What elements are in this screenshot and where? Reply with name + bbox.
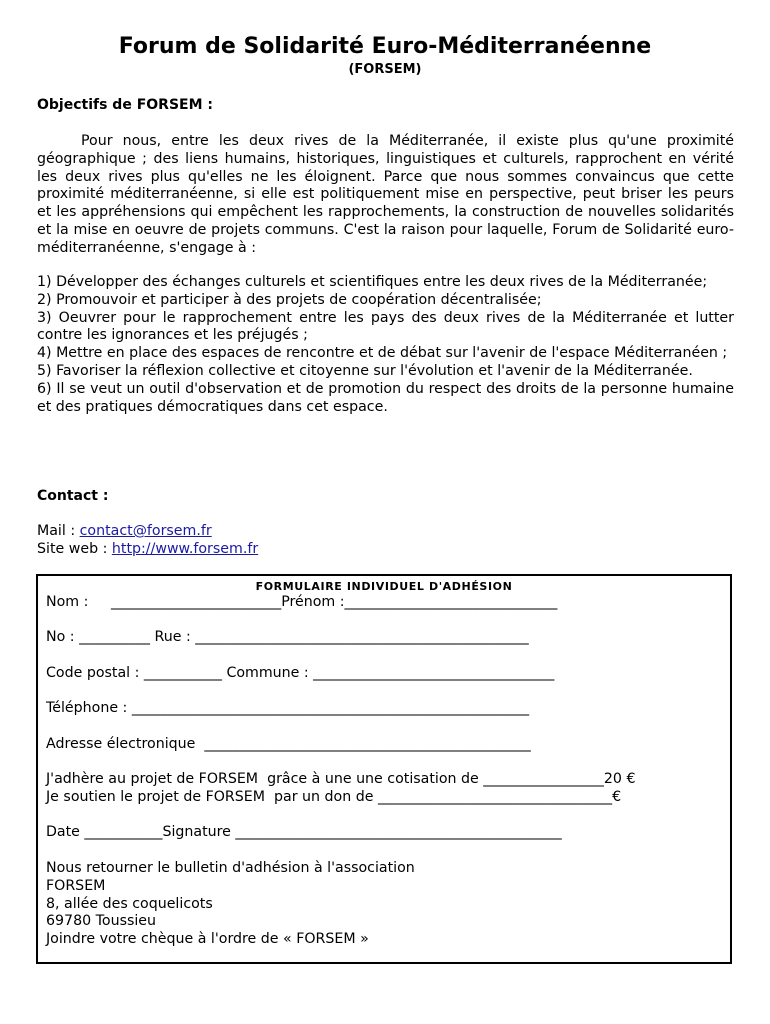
objective-item: 1) Développer des échanges culturels et scientifiques entre les deux rives de la Méditerranée; [37,274,708,290]
page-subtitle: (FORSEM) [348,62,422,77]
objectives-intro [37,133,734,258]
objective-item: 2) Promouvoir et participer à des projets de coopération décentralisée; [37,291,542,308]
return-address [46,860,415,949]
page-title: Forum de Solidarité Euro-Méditerranéenne [118,34,652,59]
membership-fee-line[interactable]: J'adhère au projet de FORSEM grâce à une une cotisation de _________________20 € [46,771,636,787]
contact-heading: Contact : [37,488,109,504]
membership-form [36,574,732,964]
objectives-heading: Objectifs de FORSEM : [37,97,213,113]
objectives-list [37,274,734,416]
objective-item: 4) Mettre en place des espaces de rencontre et de débat sur l'avenir de l'espace Méditerranéen ; [37,345,728,362]
objective-item: 5) Favoriser la réflexion collective et citoyenne sur l'évolution et l'avenir de la Méditerranée. [37,362,693,379]
return-cheque-note: Joindre votre chèque à l'ordre de « FORSEM » [46,931,369,948]
site-label: Site web : [37,541,112,557]
postal-field-line[interactable]: Code postal : ___________ Commune : __________________________________ [46,665,555,681]
mail-link[interactable]: contact@forsem.fr [79,523,212,539]
return-street: 8, allée des coquelicots [46,895,213,912]
return-city: 69780 Toussieu [46,913,157,930]
website-link[interactable]: http://www.forsem.fr [111,541,259,557]
donation-line[interactable]: Je soutien le projet de FORSEM par un don de _________________________________€ [46,789,622,805]
return-org-name: FORSEM [46,877,106,894]
objectives-intro-text: Pour nous, entre les deux rives de la Méditerranée, il existe plus qu'une proximité géographique ; des liens humains, historiques, linguistiques et culturels, rapprochent en vérité les deux rives plus qu'elles ne les éloignent. Parce que nous sommes convaincus que cette proximité méditerranéenne, si elle est politiquement mise en perspective, peut briser les peurs et les appréhensions qui empêchent les rapprochements, la construction de nouvelles solidarités et la mise en oeuvre de projets communs. C'est la raison pour laquelle, Forum de Solidarité euro-méditerranéenne, s'engage à : [37,133,734,256]
email-field-line[interactable]: Adresse électronique ______________________________________________ [46,736,531,752]
return-instruction: Nous retourner le bulletin d'adhésion à l'association [46,860,415,876]
mail-label: Mail : [37,523,80,539]
objective-item: 3) Oeuvrer pour le rapprochement entre les pays des deux rives de la Méditerranée et lutter contre les ignorances et les préjugés ; [37,309,734,344]
form-title: FORMULAIRE INDIVIDUEL D'ADHÉSION [255,580,513,593]
contact-site-line [37,541,258,557]
name-field-line[interactable]: Nom : ________________________Prénom :______________________________ [46,594,558,610]
address-field-line[interactable]: No : __________ Rue : _______________________________________________ [46,629,529,645]
contact-mail-line [37,523,212,539]
objective-item: 6) Il se veut un outil d'observation et de promotion du respect des droits de la personne humaine et des pratiques démocratiques dans cet espace. [37,380,734,415]
date-signature-line[interactable]: Date ___________Signature ______________________________________________ [46,824,562,840]
phone-field-line[interactable]: Téléphone : ________________________________________________________ [46,700,530,716]
